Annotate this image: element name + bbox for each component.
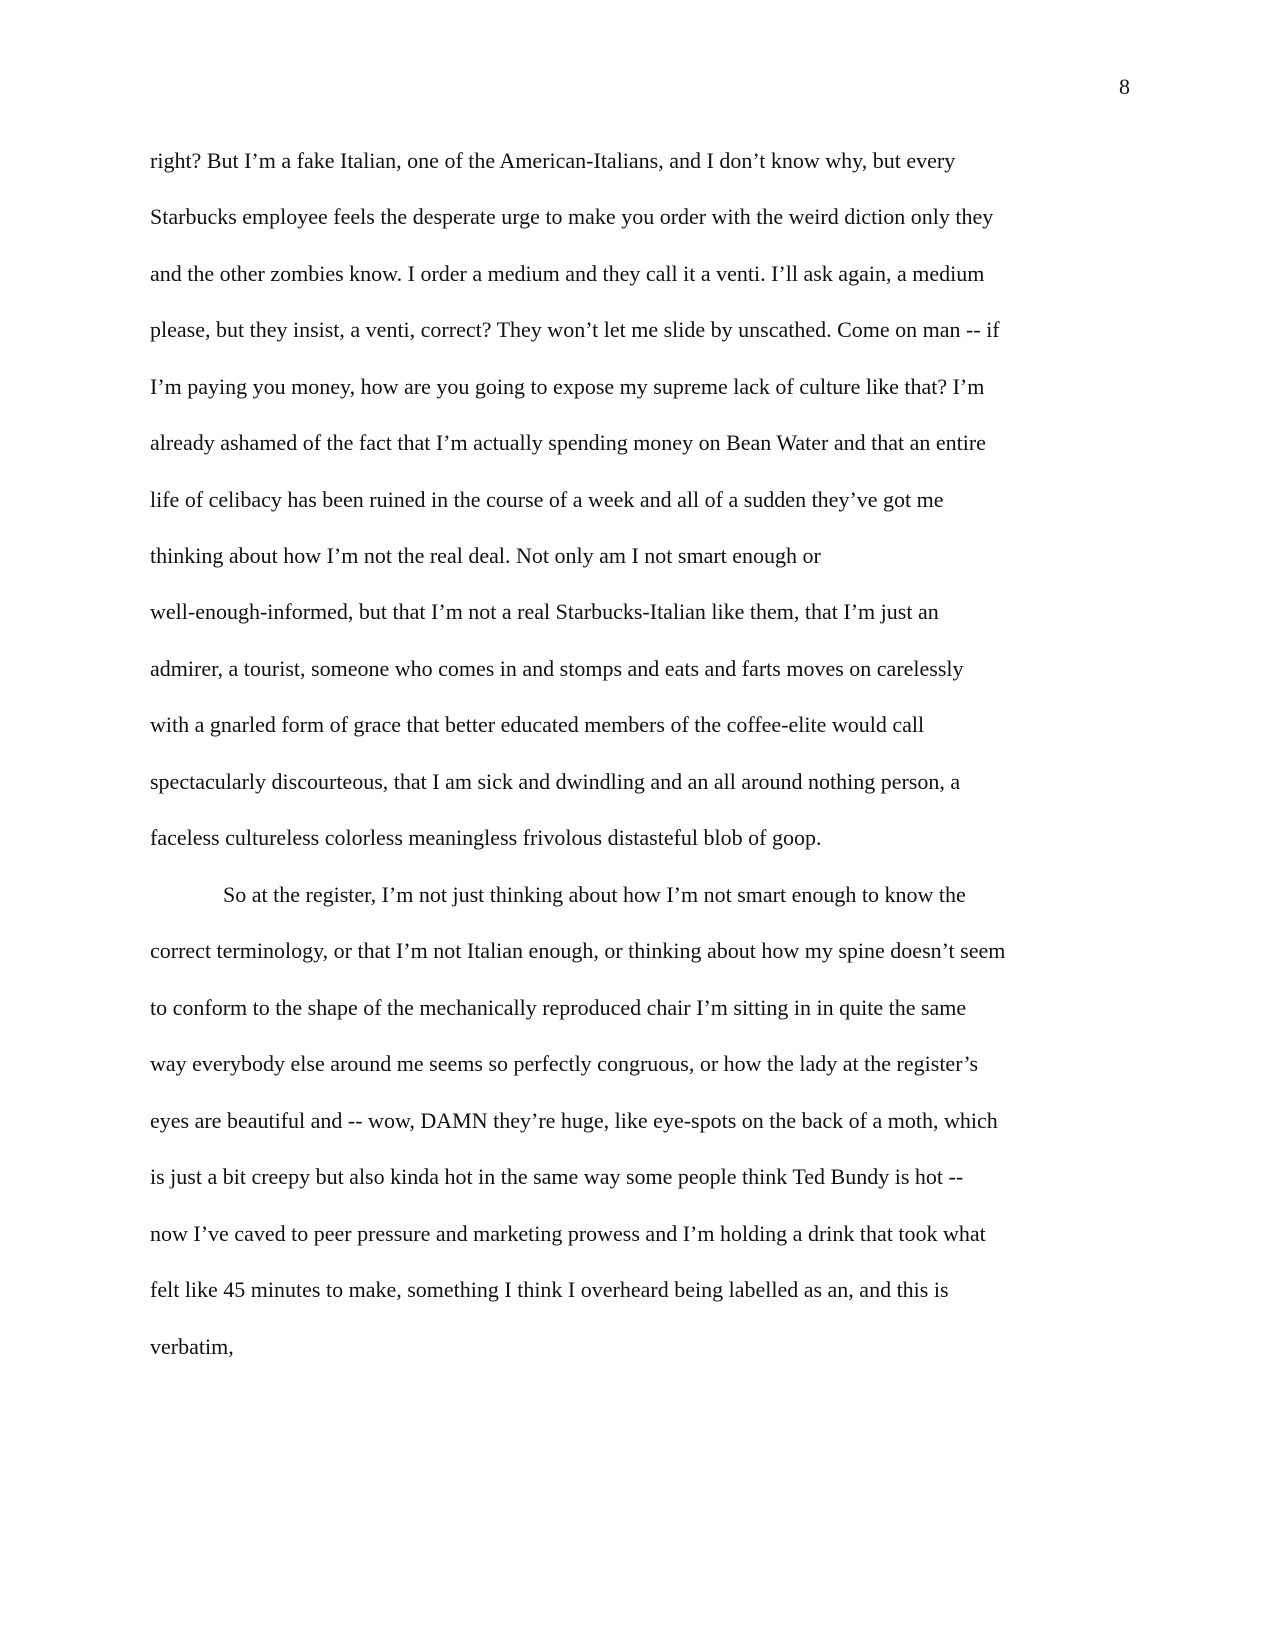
text-line: way everybody else around me seems so perfectly congruous, or how the lady at the register’s: [150, 1051, 979, 1076]
text-line: please, but they insist, a venti, correct? They won’t let me slide by unscathed. Come on man -- if: [150, 317, 1000, 342]
text-line: spectacularly discourteous, that I am sick and dwindling and an all around nothing person, a: [150, 769, 961, 794]
page-number: 8: [1119, 74, 1130, 99]
text-line: and the other zombies know. I order a medium and they call it a venti. I’ll ask again, a medium: [150, 261, 985, 286]
text-line: to conform to the shape of the mechanically reproduced chair I’m sitting in in quite the same: [150, 995, 967, 1020]
text-line: right? But I’m a fake Italian, one of the American-Italians, and I don’t know why, but every: [150, 148, 956, 173]
text-line: is just a bit creepy but also kinda hot in the same way some people think Ted Bundy is hot --: [150, 1164, 964, 1189]
text-line: life of celibacy has been ruined in the course of a week and all of a sudden they’ve got me: [150, 487, 944, 512]
text-line: correct terminology, or that I’m not Italian enough, or thinking about how my spine doesn’t seem: [150, 938, 1006, 963]
text-line: thinking about how I’m not the real deal. Not only am I not smart enough or: [150, 543, 821, 568]
text-line: Starbucks employee feels the desperate urge to make you order with the weird diction only they: [150, 204, 994, 229]
text-line: felt like 45 minutes to make, something I think I overheard being labelled as an, and this is: [150, 1277, 949, 1302]
text-line: with a gnarled form of grace that better educated members of the coffee-elite would call: [150, 712, 925, 737]
text-line: faceless cultureless colorless meaningless frivolous distasteful blob of goop.: [150, 825, 822, 850]
text-line: eyes are beautiful and -- wow, DAMN they’re huge, like eye-spots on the back of a moth, which: [150, 1108, 998, 1133]
text-line: well-enough-informed, but that I’m not a real Starbucks-Italian like them, that I’m just an: [150, 599, 939, 624]
text-line: now I’ve caved to peer pressure and marketing prowess and I’m holding a drink that took what: [150, 1221, 986, 1246]
text-line: already ashamed of the fact that I’m actually spending money on Bean Water and that an entire: [150, 430, 986, 455]
text-line: verbatim,: [150, 1334, 234, 1359]
text-line: admirer, a tourist, someone who comes in and stomps and eats and farts moves on carelessly: [150, 656, 964, 681]
paragraph-first-line: So at the register, I’m not just thinking about how I’m not smart enough to know the: [223, 882, 966, 907]
text-line: I’m paying you money, how are you going to expose my supreme lack of culture like that? I’m: [150, 374, 985, 399]
